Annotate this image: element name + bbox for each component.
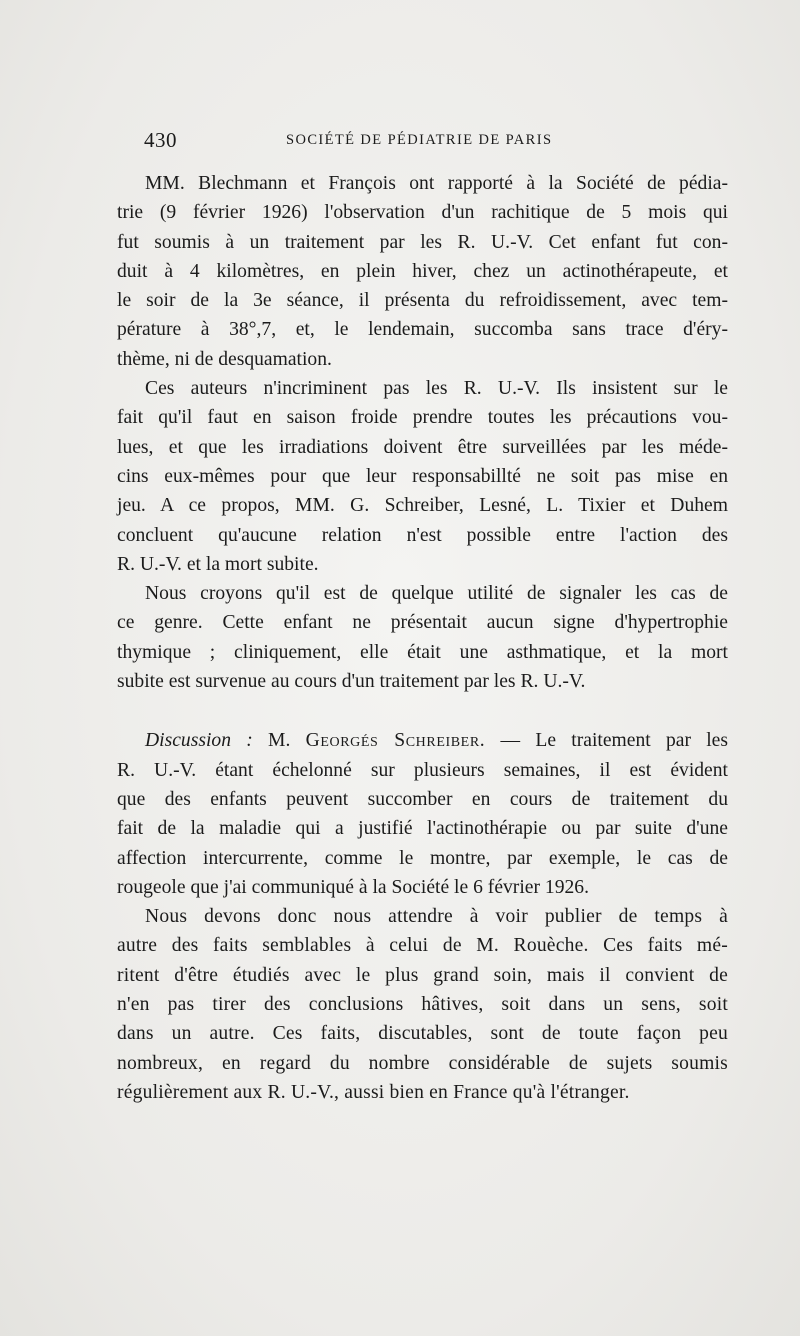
discussion-paragraph xyxy=(117,726,728,902)
text-line: duit à 4 kilomètres, en plein hiver, chez un actinothérapeute, et xyxy=(117,260,728,282)
text-line: ce genre. Cette enfant ne présentait aucun signe d'hypertrophie xyxy=(117,612,728,634)
page-number: 430 xyxy=(144,128,177,152)
body-text xyxy=(117,169,728,1107)
text-line: thymique ; cliniquement, elle était une asthmatique, et la mort xyxy=(117,641,728,663)
text-line: subite est survenue au cours d'un traitement par les R. U.-V. xyxy=(117,671,586,693)
text-line: n'en pas tirer des conclusions hâtives, soit dans un sens, soit xyxy=(117,994,728,1016)
text-line: R. U.-V. et la mort subite. xyxy=(117,553,319,575)
text-line: Nous croyons qu'il est de quelque utilité de signaler les cas de xyxy=(145,583,728,605)
discussion-first-line-text: — Le traitement par les xyxy=(500,730,728,752)
text-line: fut soumis à un traitement par les R. U.-V. Cet enfant fut con- xyxy=(117,231,728,253)
text-line: trie (9 février 1926) l'observation d'un rachitique de 5 mois qui xyxy=(117,202,728,224)
text-line: cins eux-mêmes pour que leur responsabillté ne soit pas mise en xyxy=(117,465,728,487)
text-line: nombreux, en regard du nombre considérable de sujets soumis xyxy=(117,1052,728,1074)
page-header xyxy=(144,128,730,156)
text-line: Ces auteurs n'incriminent pas les R. U.-V. Ils insistent sur le xyxy=(145,378,728,400)
text-line: lues, et que les irradiations doivent être surveillées par les méde- xyxy=(117,436,728,458)
section-gap xyxy=(117,696,728,726)
text-line: le soir de la 3e séance, il présenta du refroidissement, avec tem- xyxy=(117,290,728,312)
text-line: MM. Blechmann et François ont rapporté à la Société de pédia- xyxy=(145,173,728,194)
text-line: Nous devons donc nous attendre à voir publier de temps à xyxy=(145,906,728,928)
text-line: jeu. A ce propos, MM. G. Schreiber, Lesné, L. Tixier et Duhem xyxy=(117,495,728,517)
text-line: autre des faits semblables à celui de M. Rouèche. Ces faits mé- xyxy=(117,935,728,957)
text-line: régulièrement aux R. U.-V., aussi bien en France qu'à l'étranger. xyxy=(117,1081,630,1103)
text-line: fait qu'il faut en saison froide prendre toutes les précautions vou- xyxy=(117,407,728,429)
text-line: pérature à 38°,7, et, le lendemain, succomba sans trace d'éry- xyxy=(117,319,728,341)
final-paragraph xyxy=(117,902,728,1107)
text-line: concluent qu'aucune relation n'est possible entre l'action des xyxy=(117,524,728,546)
paragraph-1 xyxy=(117,169,728,374)
discussion-first-line xyxy=(117,726,728,755)
text-line: dans un autre. Ces faits, discutables, sont de toute façon peu xyxy=(117,1023,728,1045)
paragraph-3 xyxy=(117,579,728,696)
text-line: ritent d'être étudiés avec le plus grand soin, mais il convient de xyxy=(117,964,728,986)
text-line: affection intercurrente, comme le montre, par exemple, le cas de xyxy=(117,847,728,869)
discussion-label: Discussion : xyxy=(145,730,253,752)
text-line: thème, ni de desquamation. xyxy=(117,348,332,370)
text-line: R. U.-V. étant échelonné sur plusieurs semaines, il est évident xyxy=(117,759,728,781)
text-line: que des enfants peuvent succomber en cours de traitement du xyxy=(117,788,728,810)
speaker-prefix: M. xyxy=(268,730,291,752)
running-head: SOCIÉTÉ DE PÉDIATRIE DE PARIS xyxy=(286,132,553,148)
text-line: rougeole que j'ai communiqué à la Société le 6 février 1926. xyxy=(117,876,589,898)
paragraph-2 xyxy=(117,374,728,579)
text-line: fait de la maladie qui a justifié l'actinothérapie ou par suite d'une xyxy=(117,818,728,840)
speaker-name: Georgés Schreiber. xyxy=(305,730,486,752)
